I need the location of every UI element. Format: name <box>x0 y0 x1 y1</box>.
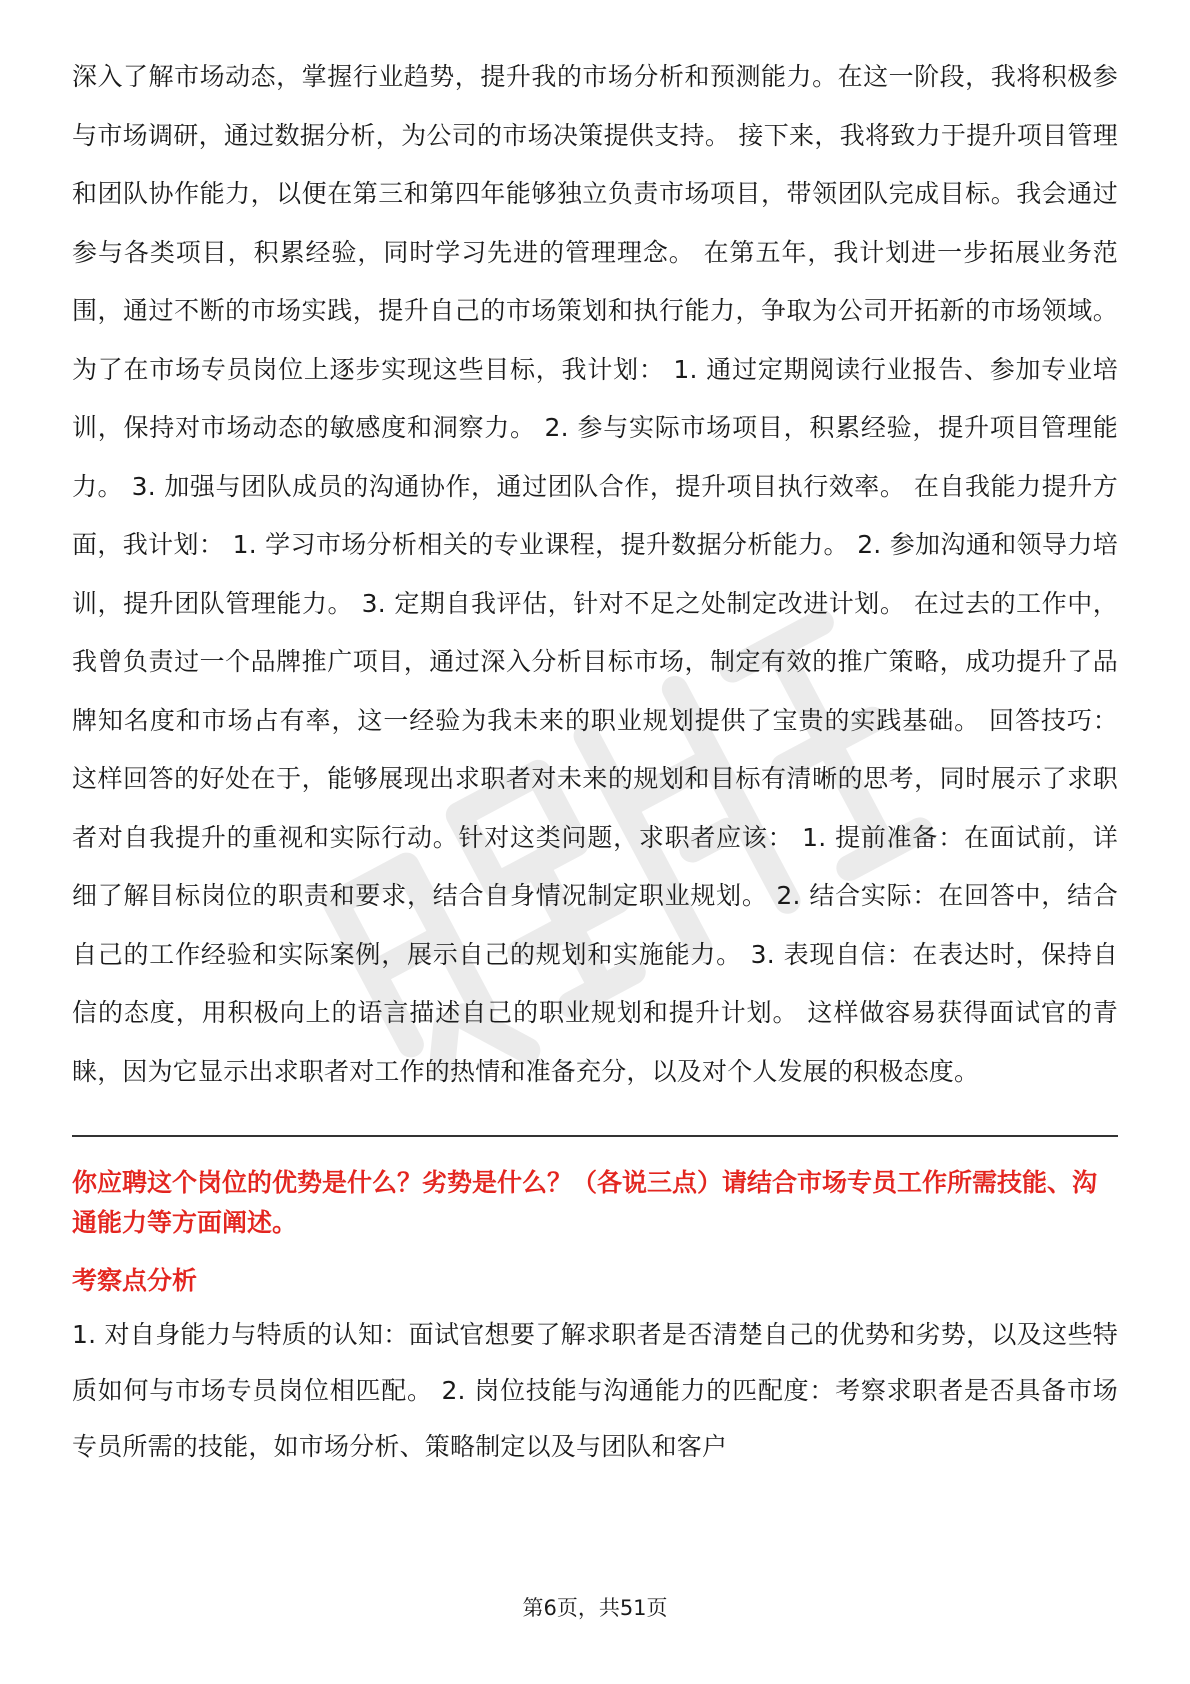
section-divider <box>72 1135 1118 1137</box>
document-page <box>72 48 1118 1475</box>
page-indicator: 第6页，共51页 <box>522 1596 668 1620</box>
continued-answer-paragraph: 深入了解市场动态，掌握行业趋势，提升我的市场分析和预测能力。在这一阶段，我将积极参与市场调研，通过数据分析，为公司的市场决策提供支持。 接下来，我将致力于提升项目管理和团队协作能力，以便在第三和第四年能够独立负责市场项目，带领团队完成目标。我会通过参与各类项目，积累经验，同时学习先进的管理理念。 在第五年，我计划进一步拓展业务范围，通过不断的市场实践，提升自己的市场策划和执行能力，争取为公司开拓新的市场领域。 为了在市场专员岗位上逐步实现这些目标，我计划： 1. 通过定期阅读行业报告、参加专业培训，保持对市场动态的敏感度和洞察力。 2. 参与实际市场项目，积累经验，提升项目管理能力。 3. 加强与团队成员的沟通协作，通过团队合作，提升项目执行效率。 在自我能力提升方面，我计划： 1. 学习市场分析相关的专业课程，提升数据分析能力。 2. 参加沟通和领导力培训，提升团队管理能力。 3. 定期自我评估，针对不足之处制定改进计划。 在过去的工作中，我曾负责过一个品牌推广项目，通过深入分析目标市场，制定有效的推广策略，成功提升了品牌知名度和市场占有率，这一经验为我未来的职业规划提供了宝贵的实践基础。 回答技巧： 这样回答的好处在于，能够展现出求职者对未来的规划和目标有清晰的思考，同时展示了求职者对自我提升的重视和实际行动。针对这类问题，求职者应该： 1. 提前准备：在面试前，详细了解目标岗位的职责和要求，结合自身情况制定职业规划。 2. 结合实际：在回答中，结合自己的工作经验和实际案例，展示自己的规划和实施能力。 3. 表现自信：在表达时，保持自信的态度，用积极向上的语言描述自己的职业规划和提升计划。 这样做容易获得面试官的青睐，因为它显示出求职者对工作的热情和准备充分，以及对个人发展的积极态度。 <box>72 62 1118 1086</box>
analysis-paragraph: 1. 对自身能力与特质的认知：面试官想要了解求职者是否清楚自己的优势和劣势，以及这些特质如何与市场专员岗位相匹配。 2. 岗位技能与沟通能力的匹配度：考察求职者是否具备市场专员所需的技能，如市场分析、策略制定以及与团队和客户 <box>72 1320 1118 1461</box>
analysis-heading: 考察点分析 <box>72 1266 198 1295</box>
interview-question: 你应聘这个岗位的优势是什么？劣势是什么？（各说三点）请结合市场专员工作所需技能、沟通能力等方面阐述。 <box>72 1168 1098 1237</box>
